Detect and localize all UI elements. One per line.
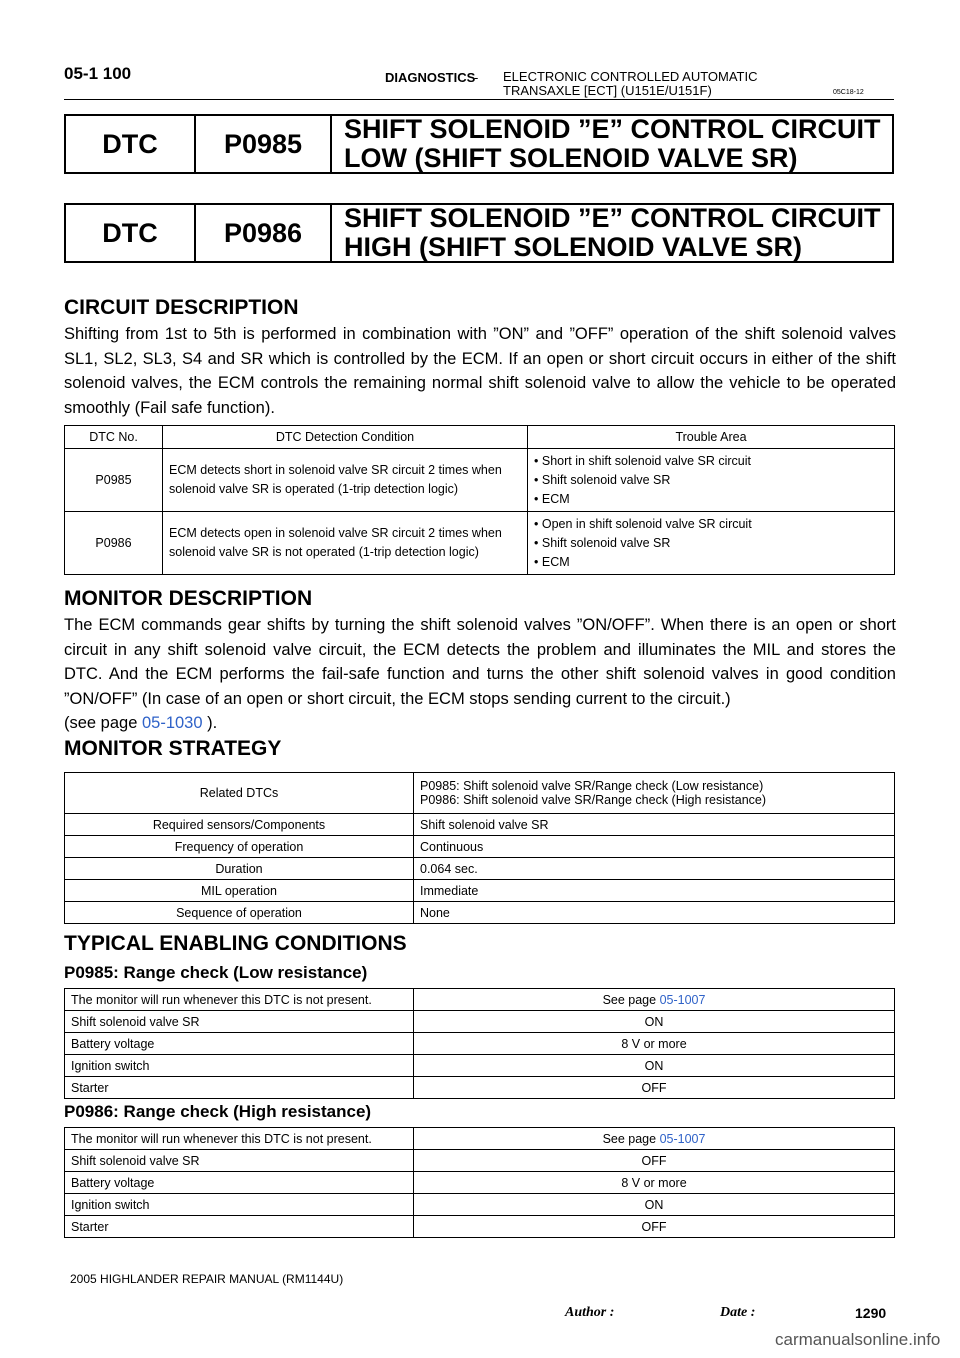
condition-label: Starter (65, 1077, 414, 1099)
monitor-description-body: The ECM commands gear shifts by turning the shift solenoid valves ”ON/OFF”. When there is an open or short circuit in any shift solenoid valve circuit, the ECM detects the problem and illuminates the MIL and stores the DTC. And the ECM performs the fail-safe function and turns the other shift solenoid valves in good condition ”ON/OFF” (In case of an open or short circuit, the ECM stops sending current to the circuit.) (64, 616, 896, 708)
enabling-low-table (64, 988, 895, 1099)
date-label: Date : (720, 1305, 756, 1320)
low-resistance-subheading: P0985: Range check (Low resistance) (64, 963, 368, 982)
strategy-value: Shift solenoid valve SR (414, 814, 895, 836)
monitor-strategy-heading: MONITOR STRATEGY (64, 737, 282, 760)
condition-label: Ignition switch (65, 1194, 414, 1216)
dtc-number-cell: P0985 (65, 449, 163, 512)
monitor-strategy-table (64, 772, 895, 924)
condition-value: 8 V or more (414, 1033, 895, 1055)
dtc-box-p0986 (64, 203, 894, 263)
doc-code: 05C18-12 (833, 89, 864, 96)
table-row (65, 1216, 895, 1238)
monitor-description-heading: MONITOR DESCRIPTION (64, 587, 313, 610)
strategy-label: Duration (65, 858, 414, 880)
see-page-text: See page (602, 992, 660, 1007)
see-page-link[interactable]: 05-1030 (141, 714, 203, 732)
condition-label: Shift solenoid valve SR (65, 1011, 414, 1033)
section-name: DIAGNOSTICS (385, 70, 476, 85)
see-page-text: See page (602, 1131, 660, 1146)
condition-label: Battery voltage (65, 1172, 414, 1194)
condition-value: OFF (414, 1216, 895, 1238)
strategy-label: Sequence of operation (65, 902, 414, 924)
dtc-description (332, 205, 892, 261)
strategy-value: Continuous (414, 836, 895, 858)
table-row (65, 449, 895, 512)
condition-line: solenoid valve SR is operated (1-trip detection logic) (169, 482, 459, 496)
trouble-area-item: • ECM (534, 553, 888, 572)
strategy-value (414, 773, 895, 814)
watermark[interactable]: carmanualsonline.info (775, 1330, 941, 1349)
trouble-area-item: • ECM (534, 490, 888, 509)
trouble-area-item: • Shift solenoid valve SR (534, 471, 888, 490)
column-header: Trouble Area (528, 426, 895, 449)
strategy-value: 0.064 sec. (414, 858, 895, 880)
circuit-description-heading: CIRCUIT DESCRIPTION (64, 296, 299, 319)
section-title-line1: ELECTRONIC CONTROLLED AUTOMATIC (503, 69, 758, 84)
table-row (65, 858, 895, 880)
strategy-label: Related DTCs (65, 773, 414, 814)
table-row (65, 773, 895, 814)
trouble-area-item: • Open in shift solenoid valve SR circuit (534, 515, 888, 534)
section-dash: - (474, 70, 479, 85)
footer-page-number: 1290 (855, 1305, 887, 1321)
table-row (65, 1055, 895, 1077)
dtc-label: DTC (66, 116, 196, 172)
monitor-description-text (64, 613, 896, 736)
table-row (65, 989, 895, 1011)
condition-value: OFF (414, 1077, 895, 1099)
dtc-description-line2: LOW (SHIFT SOLENOID VALVE SR) (344, 143, 798, 173)
table-row (65, 1033, 895, 1055)
condition-label: Starter (65, 1216, 414, 1238)
dtc-description-line1: SHIFT SOLENOID ”E” CONTROL CIRCUIT (344, 114, 881, 144)
see-page-suffix: ). (202, 714, 218, 732)
strategy-label: Required sensors/Components (65, 814, 414, 836)
enabling-high-table (64, 1127, 895, 1238)
author-label: Author : (565, 1305, 615, 1320)
table-row (65, 1128, 895, 1150)
related-dtc-line: P0985: Shift solenoid valve SR/Range check (Low resistance) (420, 779, 764, 793)
strategy-label: Frequency of operation (65, 836, 414, 858)
dtc-code: P0985 (196, 116, 332, 172)
manual-footer: 2005 HIGHLANDER REPAIR MANUAL (RM1144U) (70, 1272, 344, 1286)
trouble-area-cell (528, 512, 895, 575)
page-number: 05-1 100 (64, 64, 132, 83)
condition-label: The monitor will run whenever this DTC is not present. (65, 1128, 414, 1150)
dtc-label: DTC (66, 205, 196, 261)
trouble-area-cell (528, 449, 895, 512)
condition-line: solenoid valve SR is not operated (1-trip detection logic) (169, 545, 479, 559)
table-row (65, 512, 895, 575)
see-page-link[interactable]: 05-1007 (659, 1131, 706, 1146)
enabling-conditions-heading: TYPICAL ENABLING CONDITIONS (64, 932, 407, 955)
condition-value: 8 V or more (414, 1172, 895, 1194)
condition-value: ON (414, 1194, 895, 1216)
condition-value: ON (414, 1055, 895, 1077)
table-row (65, 1077, 895, 1099)
strategy-value: None (414, 902, 895, 924)
table-row (65, 1150, 895, 1172)
table-row (65, 1011, 895, 1033)
column-header: DTC Detection Condition (163, 426, 528, 449)
condition-label: Ignition switch (65, 1055, 414, 1077)
section-title (503, 70, 823, 98)
condition-value: OFF (414, 1150, 895, 1172)
table-row (65, 902, 895, 924)
table-row (65, 880, 895, 902)
detection-condition-cell (163, 512, 528, 575)
dtc-number-cell: P0986 (65, 512, 163, 575)
dtc-code: P0986 (196, 205, 332, 261)
strategy-value: Immediate (414, 880, 895, 902)
see-page-link[interactable]: 05-1007 (659, 992, 706, 1007)
condition-label: Battery voltage (65, 1033, 414, 1055)
header-rule (64, 99, 894, 100)
dtc-description-line2: HIGH (SHIFT SOLENOID VALVE SR) (344, 232, 803, 262)
strategy-label: MIL operation (65, 880, 414, 902)
condition-value: ON (414, 1011, 895, 1033)
column-header: DTC No. (65, 426, 163, 449)
detection-condition-cell (163, 449, 528, 512)
trouble-area-item: • Short in shift solenoid valve SR circuit (534, 452, 888, 471)
dtc-description-line1: SHIFT SOLENOID ”E” CONTROL CIRCUIT (344, 203, 881, 233)
condition-line: ECM detects short in solenoid valve SR circuit 2 times when (169, 463, 502, 477)
table-header-row (65, 426, 895, 449)
condition-label: The monitor will run whenever this DTC is not present. (65, 989, 414, 1011)
condition-value (414, 989, 895, 1011)
table-row (65, 836, 895, 858)
dtc-box-p0985 (64, 114, 894, 174)
high-resistance-subheading: P0986: Range check (High resistance) (64, 1102, 372, 1121)
circuit-description-text: Shifting from 1st to 5th is performed in combination with ”ON” and ”OFF” operation of the shift solenoid valves SL1, SL2, SL3, S4 and SR which is controlled by the ECM. If an open or short circuit occurs in either of the shift solenoid valves, the ECM controls the remaining normal shift solenoid valve to allow the vehicle to be operated smoothly (Fail safe function). (64, 325, 896, 417)
section-title-line2: TRANSAXLE [ECT] (U151E/U151F) (503, 83, 712, 98)
table-row (65, 814, 895, 836)
dtc-detection-table (64, 425, 895, 575)
table-row (65, 1172, 895, 1194)
condition-line: ECM detects open in solenoid valve SR circuit 2 times when (169, 526, 502, 540)
trouble-area-item: • Shift solenoid valve SR (534, 534, 888, 553)
condition-label: Shift solenoid valve SR (65, 1150, 414, 1172)
dtc-description (332, 116, 892, 172)
related-dtc-line: P0986: Shift solenoid valve SR/Range check (High resistance) (420, 793, 767, 807)
condition-value (414, 1128, 895, 1150)
table-row (65, 1194, 895, 1216)
see-page-prefix: (see page (64, 714, 142, 732)
